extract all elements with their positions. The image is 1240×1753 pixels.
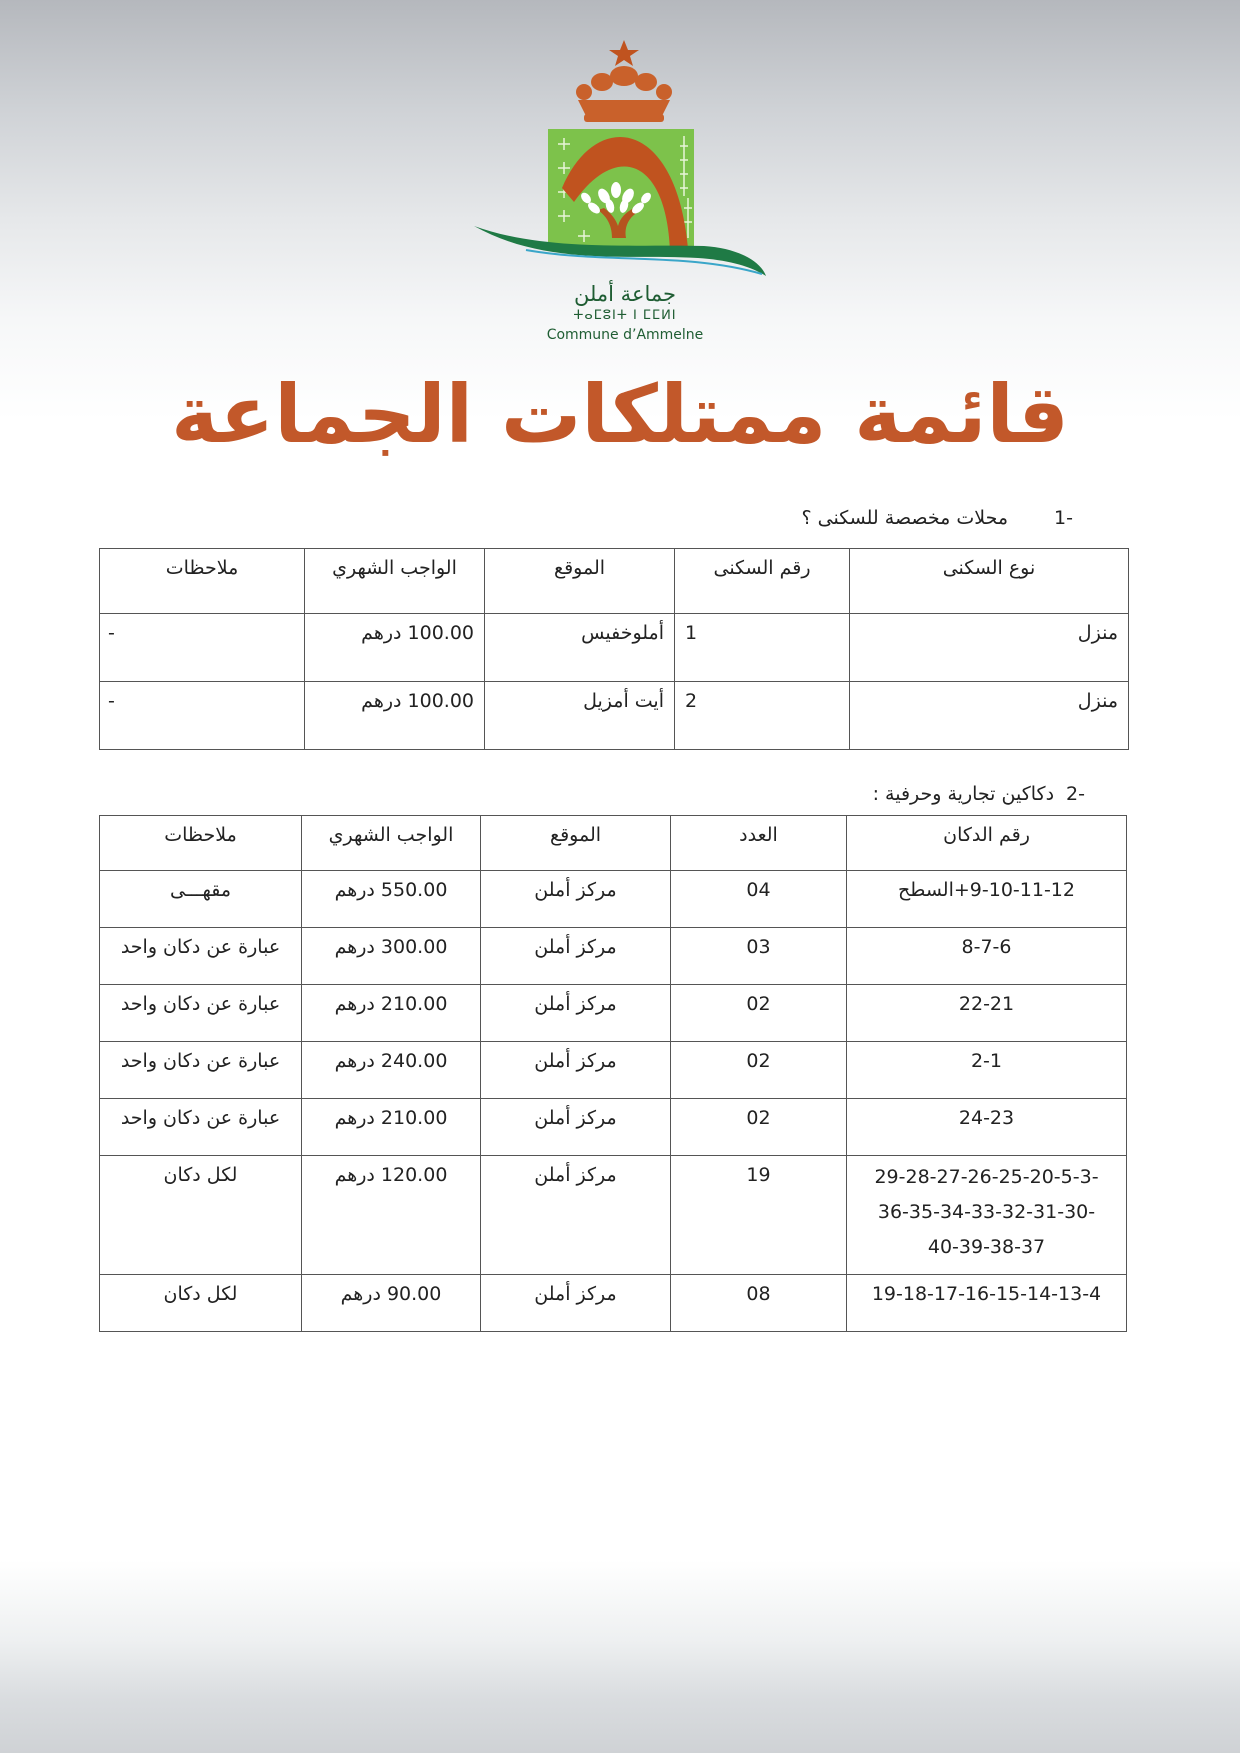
cell-location: مركز أملن (481, 1275, 671, 1332)
cell-notes: عبارة عن دكان واحد (100, 928, 302, 985)
cell-shop-numbers: 24-23 (847, 1099, 1127, 1156)
table-row (100, 682, 1129, 750)
shop-numbers-line: -36-35-34-33-32-31-30 (877, 1201, 1096, 1223)
section2-title: دكاكين تجارية وحرفية : (872, 783, 1055, 805)
table-row (100, 928, 1127, 985)
cell-type: منزل (850, 614, 1129, 682)
cell-count: 02 (671, 1099, 847, 1156)
section2-heading (873, 783, 1085, 805)
cell-location: مركز أملن (481, 871, 671, 928)
cell-shop-numbers: 8-7-6 (847, 928, 1127, 985)
cell-location: أملوخفيس (485, 614, 675, 682)
cell-notes: - (100, 682, 305, 750)
cell-count: 08 (671, 1275, 847, 1332)
logo-name-french: Commune d’Ammelne (546, 327, 704, 343)
column-header: نوع السكنى (850, 549, 1129, 614)
cell-monthly-fee: 300.00 درهم (302, 928, 481, 985)
cell-notes: لكل دكان (100, 1275, 302, 1332)
column-header: الموقع (485, 549, 675, 614)
cell-count: 02 (671, 1042, 847, 1099)
section2-number: -2 (1066, 783, 1085, 805)
cell-monthly-fee: 100.00 درهم (305, 682, 485, 750)
table-row (100, 1275, 1127, 1332)
crown-icon (576, 66, 672, 122)
cell-count: 19 (671, 1156, 847, 1275)
cell-notes: لكل دكان (100, 1156, 302, 1275)
cell-location: مركز أملن (481, 1099, 671, 1156)
cell-number: 1 (675, 614, 850, 682)
cell-location: أيت أمزيل (485, 682, 675, 750)
logo-name-arabic: جماعة أملن (573, 282, 676, 306)
cell-shop-numbers: 22-21 (847, 985, 1127, 1042)
cell-monthly-fee: 550.00 درهم (302, 871, 481, 928)
column-header: الواجب الشهري (305, 549, 485, 614)
section1-number: -1 (1054, 507, 1073, 529)
column-header: الواجب الشهري (302, 816, 481, 871)
column-header: رقم السكنى (675, 549, 850, 614)
table-row (100, 871, 1127, 928)
column-header: ملاحظات (100, 816, 302, 871)
logo-name-tifinagh: ⵜⴰⵎⵓⵏⵜ ⵏ ⵎⵎⵍⵏ (573, 308, 677, 323)
column-header: العدد (671, 816, 847, 871)
cell-monthly-fee: 120.00 درهم (302, 1156, 481, 1275)
table-row (100, 1156, 1127, 1275)
cell-shop-numbers (847, 1156, 1127, 1275)
cell-count: 04 (671, 871, 847, 928)
cell-location: مركز أملن (481, 1042, 671, 1099)
section1-title: محلات مخصصة للسكنى ؟ (801, 507, 1009, 529)
cell-number: 2 (675, 682, 850, 750)
shop-numbers-line: -29-28-27-26-25-20-5-3 (874, 1166, 1099, 1188)
cell-notes: عبارة عن دكان واحد (100, 1099, 302, 1156)
table-row (100, 985, 1127, 1042)
cell-shop-numbers: 19-18-17-16-15-14-13-4 (847, 1275, 1127, 1332)
housing-table (99, 548, 1129, 750)
cell-shop-numbers: 9-10-11-12+السطح (847, 871, 1127, 928)
cell-notes: عبارة عن دكان واحد (100, 1042, 302, 1099)
commune-logo (466, 38, 772, 288)
cell-location: مركز أملن (481, 1156, 671, 1275)
cell-notes: - (100, 614, 305, 682)
shops-table (99, 815, 1127, 1332)
column-header: ملاحظات (100, 549, 305, 614)
cell-location: مركز أملن (481, 985, 671, 1042)
cell-type: منزل (850, 682, 1129, 750)
table-row (100, 1099, 1127, 1156)
cell-monthly-fee: 100.00 درهم (305, 614, 485, 682)
column-header: الموقع (481, 816, 671, 871)
cell-notes: مقهـــى (100, 871, 302, 928)
cell-shop-numbers: 2-1 (847, 1042, 1127, 1099)
cell-monthly-fee: 210.00 درهم (302, 1099, 481, 1156)
table-row (100, 614, 1129, 682)
page-title: قائمة ممتلكات الجماعة (171, 368, 1069, 461)
column-header: رقم الدكان (847, 816, 1127, 871)
cell-monthly-fee: 90.00 درهم (302, 1275, 481, 1332)
table-header-row (100, 549, 1129, 614)
star-icon (609, 40, 639, 66)
table-header-row (100, 816, 1127, 871)
shop-numbers-line: 40-39-38-37 (927, 1236, 1046, 1258)
cell-count: 03 (671, 928, 847, 985)
section1-heading (802, 507, 1074, 529)
cell-monthly-fee: 240.00 درهم (302, 1042, 481, 1099)
cell-count: 02 (671, 985, 847, 1042)
cell-monthly-fee: 210.00 درهم (302, 985, 481, 1042)
cell-notes: عبارة عن دكان واحد (100, 985, 302, 1042)
cell-location: مركز أملن (481, 928, 671, 985)
table-row (100, 1042, 1127, 1099)
